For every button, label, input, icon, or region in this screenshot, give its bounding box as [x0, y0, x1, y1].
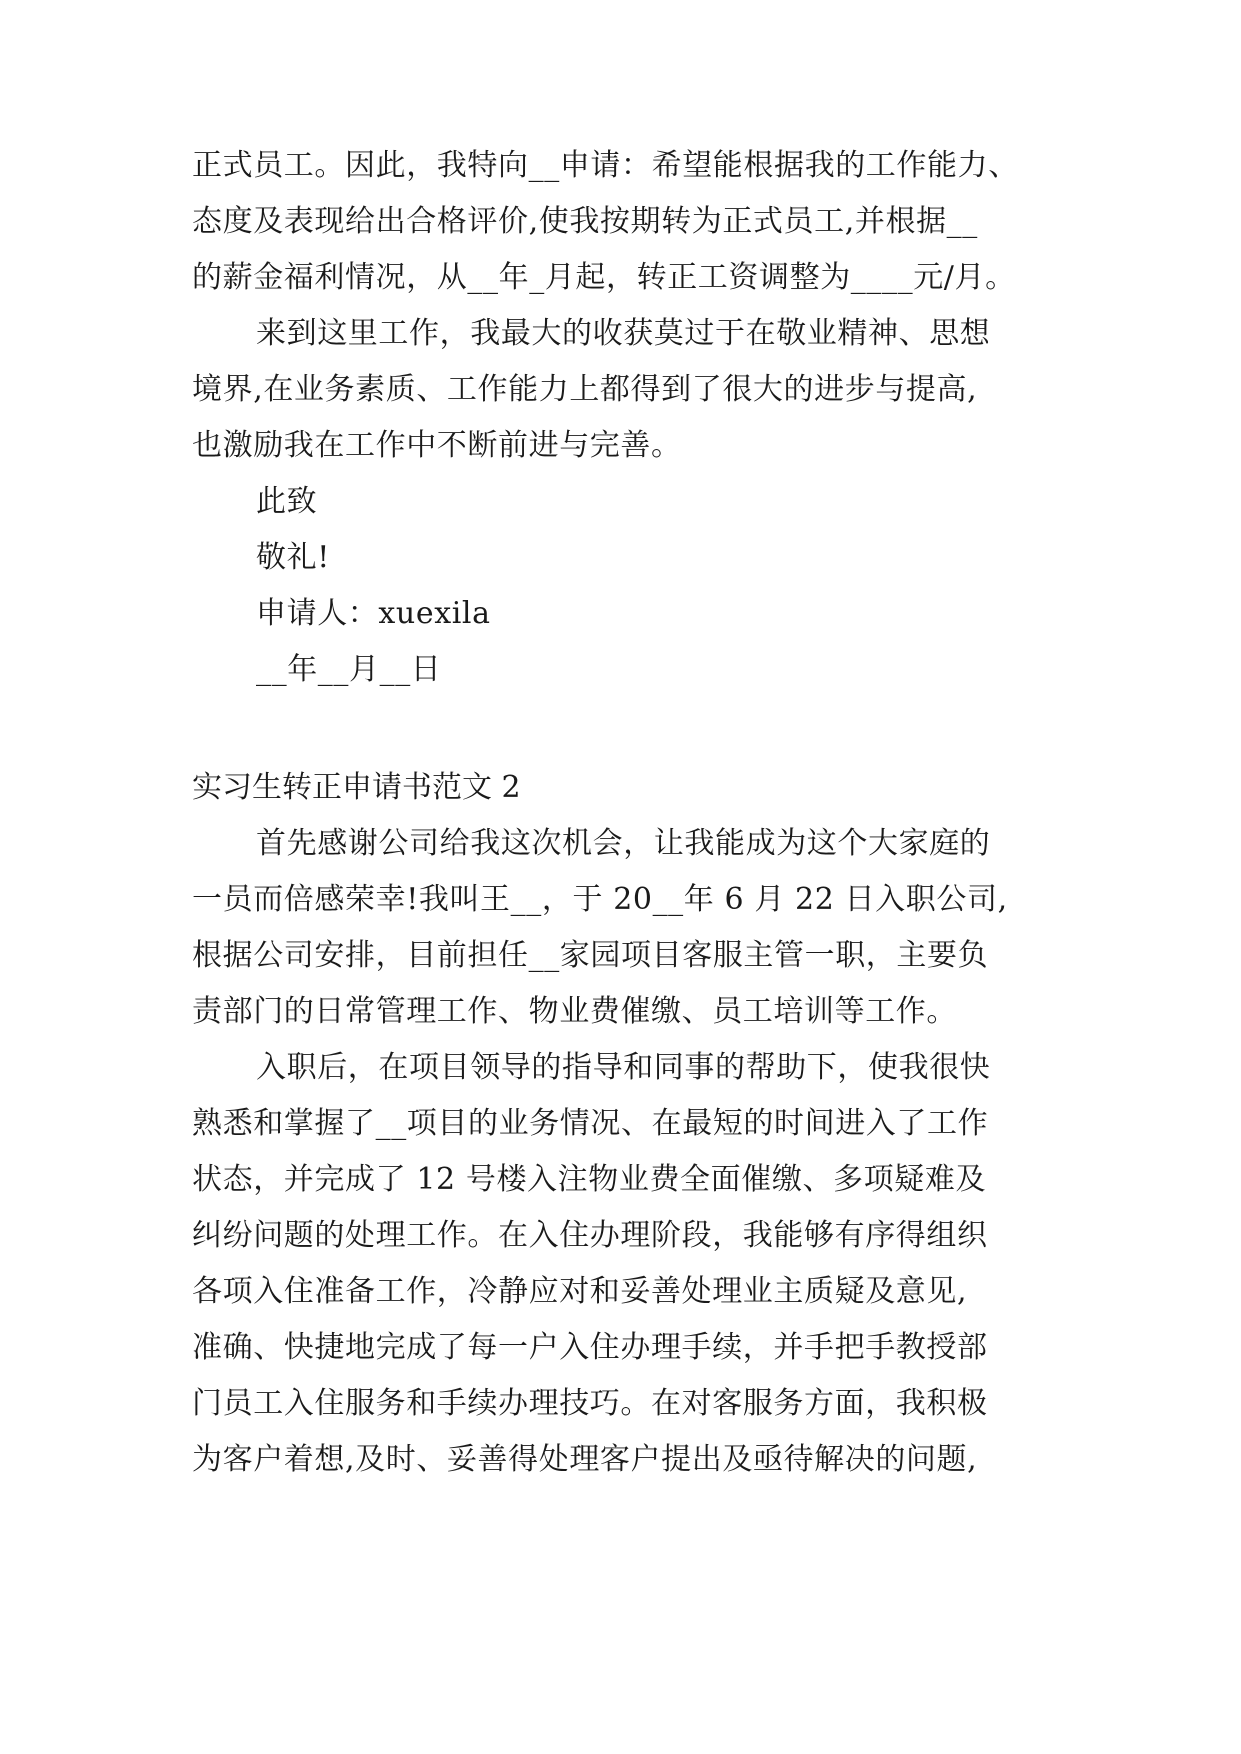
applicant-signature: 申请人：xuexila	[256, 596, 491, 631]
text-line: 为客户着想,及时、妥善得处理客户提出及亟待解决的问题,	[192, 1442, 978, 1477]
text-line: 来到这里工作，我最大的收获莫过于在敬业精神、思想	[256, 316, 991, 351]
text-line: 一员而倍感荣幸!我叫王__，于 20__年 6 月 22 日入职公司,	[192, 882, 1008, 917]
closing-salutation: 此致	[256, 484, 318, 519]
text-line: 状态，并完成了 12 号楼入注物业费全面催缴、多项疑难及	[192, 1162, 987, 1197]
text-line: 境界,在业务素质、工作能力上都得到了很大的进步与提高,	[192, 372, 978, 407]
signature-date: __年__月__日	[256, 652, 442, 687]
section-title: 实习生转正申请书范文 2	[192, 770, 521, 805]
text-line: 态度及表现给出合格评价,使我按期转为正式员工,并根据__	[192, 204, 978, 239]
text-line: 首先感谢公司给我这次机会，让我能成为这个大家庭的	[256, 826, 991, 861]
text-line: 纠纷问题的处理工作。在入住办理阶段，我能够有序得组织	[192, 1218, 988, 1253]
closing-regards: 敬礼!	[256, 540, 330, 575]
text-line: 正式员工。因此，我特向__申请：希望能根据我的工作能力、	[192, 148, 1019, 183]
text-line: 熟悉和掌握了__项目的业务情况、在最短的时间进入了工作	[192, 1106, 989, 1141]
text-line: 各项入住准备工作，冷静应对和妥善处理业主质疑及意见,	[192, 1274, 968, 1309]
text-line: 门员工入住服务和手续办理技巧。在对客服务方面，我积极	[192, 1386, 988, 1421]
text-line: 入职后，在项目领导的指导和同事的帮助下，使我很快	[256, 1050, 991, 1085]
text-line: 责部门的日常管理工作、物业费催缴、员工培训等工作。	[192, 994, 957, 1029]
text-line: 也激励我在工作中不断前进与完善。	[192, 428, 682, 463]
text-line: 根据公司安排，目前担任__家园项目客服主管一职，主要负	[192, 938, 989, 973]
text-line: 准确、快捷地完成了每一户入住办理手续，并手把手教授部	[192, 1330, 988, 1365]
text-line: 的薪金福利情况，从__年_月起，转正工资调整为____元/月。	[192, 260, 1016, 295]
